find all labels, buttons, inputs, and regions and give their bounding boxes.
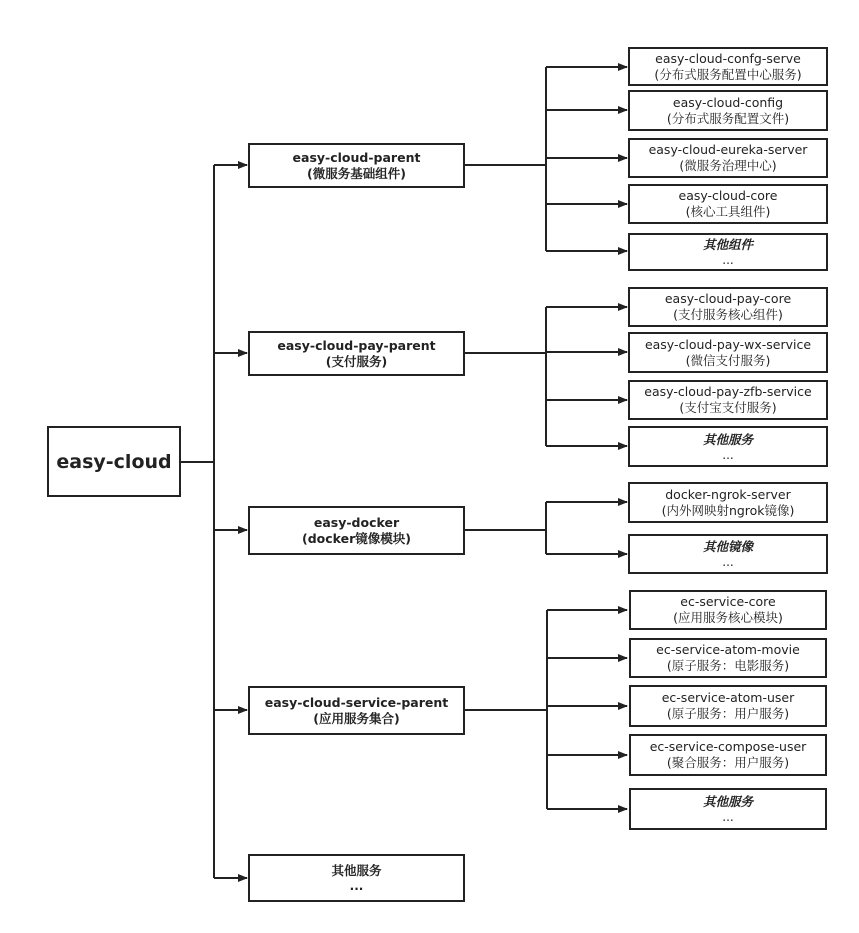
leaf-node-other [629,788,827,830]
leaf-node [628,90,828,131]
group-node-easy-cloud-parent [248,143,465,188]
leaf-title: 其他组件 [702,237,753,252]
leaf-node [629,685,827,727]
leaf-node [628,287,828,327]
leaf-title: easy-cloud-pay-wx-service [644,336,812,352]
leaf-node [628,138,828,178]
leaf-node [628,184,828,224]
leaf-subtitle: (支付服务核心组件) [673,307,783,322]
leaf-title: 其他镜像 [702,539,753,554]
group-subtitle: (微服务基础组件) [307,165,406,181]
group-title: easy-cloud-parent [292,149,421,165]
root-label: easy-cloud [56,450,172,473]
leaf-node-other [628,233,828,271]
leaf-subtitle: (核心工具组件) [685,204,771,219]
group-node-easy-docker [248,506,465,555]
group-subtitle: (应用服务集合) [313,710,400,726]
leaf-subtitle: (微信支付服务) [685,352,771,368]
leaf-subtitle: (原子服务：电影服务) [666,658,790,673]
group-title: 其他服务 [331,863,382,878]
leaf-title: docker-ngrok-server [665,486,791,502]
leaf-subtitle: (内外网映射ngrok镜像) [661,502,795,518]
leaf-subtitle: ... [722,555,734,569]
leaf-title: ec-service-atom-movie [656,642,800,657]
group-node-other [248,854,465,902]
leaf-title: easy-cloud-eureka-server [648,142,808,157]
group-title: easy-docker [313,514,400,530]
leaf-subtitle: ... [722,810,734,824]
leaf-node [629,734,827,776]
leaf-subtitle: ... [722,253,734,267]
leaf-node [629,638,827,678]
leaf-node-other [628,534,828,574]
leaf-subtitle: (应用服务核心模块) [673,610,783,625]
leaf-subtitle: (原子服务：用户服务) [666,706,790,721]
leaf-node [628,332,828,373]
leaf-title: 其他服务 [702,431,753,447]
group-title: easy-cloud-service-parent [264,694,449,710]
group-node-easy-cloud-pay-parent [248,331,465,376]
leaf-node [628,482,828,523]
leaf-title: ec-service-compose-user [649,739,807,754]
group-node-easy-cloud-service-parent [248,686,465,735]
root-node [47,426,181,497]
group-subtitle: (支付服务) [325,353,388,369]
group-subtitle: (docker镜像模块) [302,530,411,546]
leaf-node-other [628,426,828,467]
leaf-title: ec-service-core [680,594,776,609]
leaf-subtitle: (分布式服务配置中心服务) [654,66,802,82]
leaf-title: easy-cloud-pay-zfb-service [644,384,812,399]
leaf-node [628,380,828,420]
leaf-title: easy-cloud-config [672,94,784,110]
leaf-subtitle: (分布式服务配置文件) [666,110,790,126]
leaf-subtitle: (支付宝支付服务) [679,400,777,415]
leaf-title: easy-cloud-core [678,188,778,203]
group-subtitle: ... [349,879,364,893]
leaf-title: 其他服务 [702,794,753,809]
leaf-title: easy-cloud-pay-core [664,291,792,306]
leaf-subtitle: (微服务治理中心) [679,158,777,173]
leaf-node [628,47,828,86]
group-title: easy-cloud-pay-parent [277,337,436,353]
leaf-subtitle: ... [722,447,734,462]
leaf-subtitle: (聚合服务：用户服务) [666,755,790,770]
leaf-node [629,590,827,630]
leaf-title: easy-cloud-confg-serve [655,50,801,66]
leaf-title: ec-service-atom-user [661,690,795,705]
